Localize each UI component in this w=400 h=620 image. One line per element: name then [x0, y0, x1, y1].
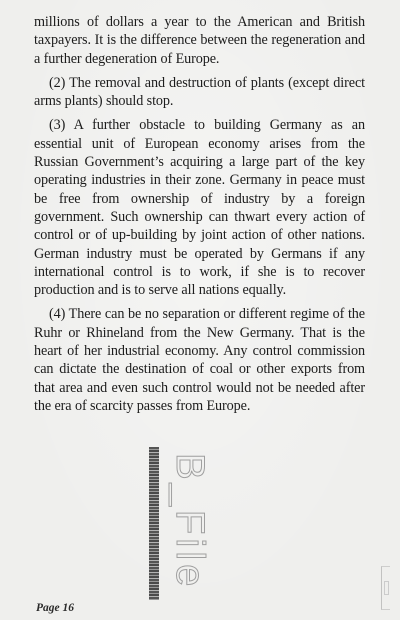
barcode-stamp [149, 447, 159, 600]
file-stamp-text: B_File [168, 453, 212, 591]
paragraph-item-3: (3) A further obstacle to building Germany as an essential unit of European economy arises from the Russian Government’s acquiring a large part of the key operating industries in their zone. Germany in peace must be free from ownership of industry by a foreign government. Such ownership can thwart every action of control or of up-building by joint action of other nations. German industry must be operated by Germans if any international control is to work, if she is to recover production and is to serve all nations equally. [34, 117, 365, 299]
margin-mark [381, 566, 390, 610]
body-text [34, 13, 365, 421]
paragraph-item-2: (2) The removal and destruction of plants (except direct arms plants) should stop. [34, 74, 365, 110]
page-number: Page 16 [36, 602, 75, 614]
paragraph-continuation: millions of dollars a year to the American and British taxpayers. It is the difference between the regeneration and a further degeneration of Europe. [34, 14, 365, 67]
paragraph-item-4: (4) There can be no separation or different regime of the Ruhr or Rhineland from the New Germany. That is the heart of her industrial economy. Any control commission can dictate the destination of coal or other exports from that area and even such control would not be needed after the era of scarcity passes from Europe. [34, 306, 365, 414]
